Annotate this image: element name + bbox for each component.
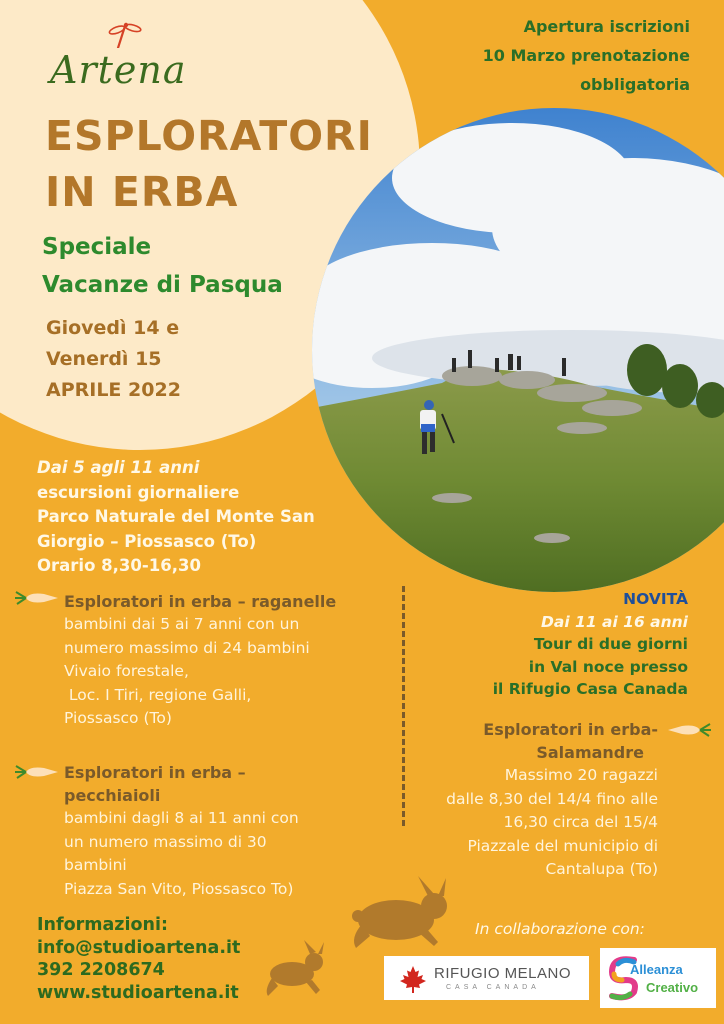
intro-line: Orario 8,30-16,30 [37,556,201,575]
sponsor-name-line2: Creativo [646,980,699,995]
registration-notice [483,12,690,99]
maple-leaf-icon [398,964,428,994]
group-detail: Loc. I Tiri, regione Galli, [64,685,252,704]
sponsor-name: RIFUGIO MELANO [434,965,572,982]
carrot-icon [14,764,60,780]
age-range: Dai 5 agli 11 anni [37,458,200,477]
group-detail: Massimo 20 ragazzi [504,766,658,784]
artena-logo [50,22,190,94]
group-detail: bambini dagli 8 ai 11 anni con [64,809,299,827]
intro-block [37,456,315,579]
novita-title: NOVITÀ [623,590,688,608]
novita-age: Dai 11 ai 16 anni [541,612,688,631]
sponsor-alleanza-creativo[interactable] [600,948,716,1008]
sponsor-subname: CASA CANADA [446,984,540,991]
group-title: Esploratori in erba – raganelle [64,592,337,611]
novita-line: Tour di due giorni [533,635,688,653]
title-line: ESPLORATORI [45,112,373,160]
novita-block [493,588,688,701]
group-detail: Piazzale del municipio di [467,836,658,855]
group-salamandre [446,718,658,882]
group-title: pecchiaioli [64,786,161,805]
group-title: Esploratori in erba- [483,720,658,739]
rabbit-icon [267,940,324,996]
group-detail: Cantalupa (To) [545,860,658,878]
novita-line: il Rifugio Casa Canada [492,680,688,698]
date-line: Giovedì 14 e [46,317,180,339]
email-link[interactable]: info@studioartena.it [37,937,241,958]
subtitle [42,228,283,304]
registration-line: obbligatoria [580,75,690,94]
phone-number[interactable]: 392 2208674 [37,960,165,980]
date-line: Venerdì 15 [46,348,162,370]
event-dates [46,313,181,406]
group-pecchiaioli [64,761,299,901]
info-heading: Informazioni: [37,915,168,935]
subtitle-line: Speciale [42,234,152,260]
dashed-divider [402,586,405,826]
carrot-icon [666,722,712,738]
website-link[interactable]: www.studioartena.it [37,982,239,1003]
group-detail: bambini dai 5 ai 7 anni con un [64,615,300,633]
collaboration-label: In collaborazione con: [475,920,645,938]
group-detail: bambini [64,856,127,874]
sponsor-rifugio-melano[interactable] [384,956,589,1000]
date-line: APRILE 2022 [46,379,181,401]
group-detail: Piossasco (To) [64,709,172,727]
intro-line: Parco Naturale del Monte San [37,507,315,526]
contact-info [37,914,240,1004]
page-title [45,108,373,220]
group-title: Salamandre [536,743,644,762]
group-detail: Vivaio forestale, [64,662,189,680]
intro-line: Giorgio – Piossasco (To) [37,531,257,551]
sponsor-name-line1: Alleanza [630,962,683,977]
registration-line: 10 Marzo prenotazione [482,46,690,65]
group-detail: dalle 8,30 del 14/4 fino alle [446,789,658,808]
group-detail: numero massimo di 24 bambini [64,638,310,657]
group-title: Esploratori in erba – [64,763,246,782]
title-line: IN ERBA [45,168,239,216]
novita-line: in Val noce presso [528,657,688,676]
subtitle-line: Vacanze di Pasqua [42,272,283,298]
rabbit-icon [348,876,460,950]
carrot-icon [14,590,60,606]
group-detail: 16,30 circa del 15/4 [503,813,658,831]
group-raganelle [64,590,336,731]
group-detail: Piazza San Vito, Piossasco To) [64,879,294,898]
dragonfly-icon [108,22,142,48]
logo-text: Artena [50,48,187,92]
registration-line: Apertura iscrizioni [523,17,690,36]
group-detail: un numero massimo di 30 [64,832,267,851]
intro-line: escursioni giornaliere [37,482,240,502]
